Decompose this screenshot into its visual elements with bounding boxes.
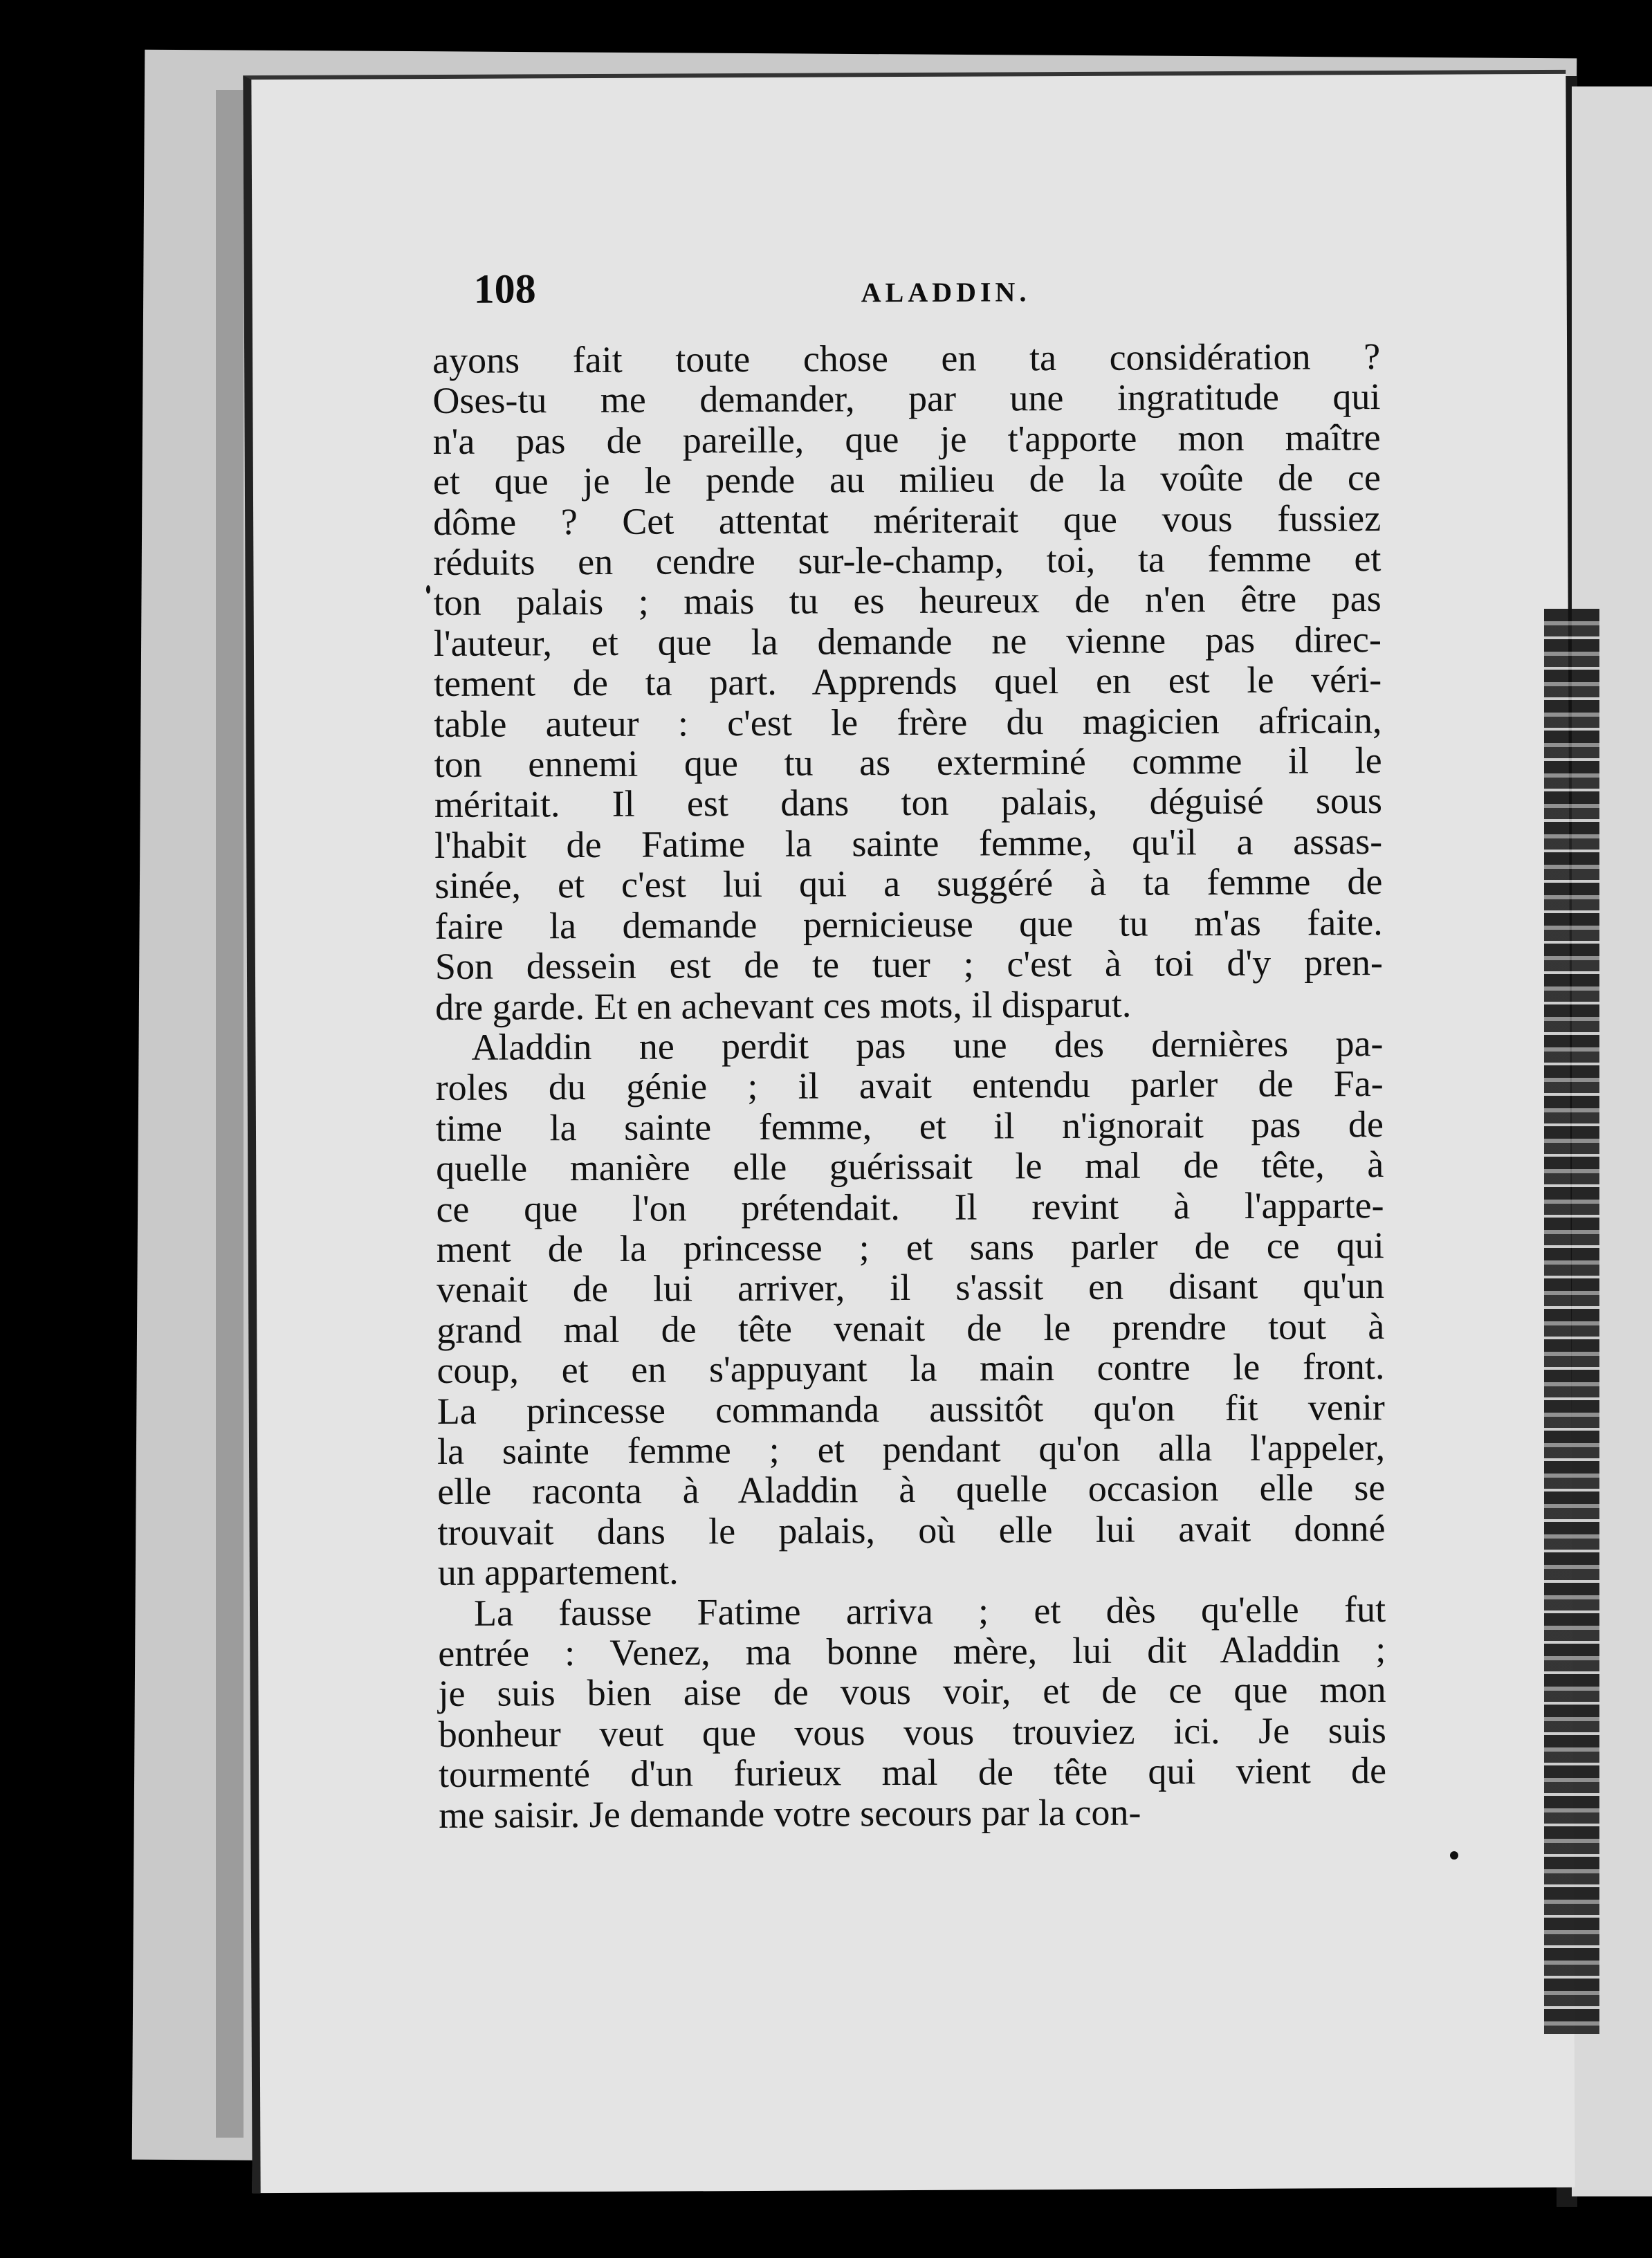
book-page — [243, 70, 1575, 2193]
text-line: table auteur : c'est le frère du magicien africain, — [434, 699, 1382, 745]
text-line: n'a pas de pareille, que je t'apporte mon maître — [432, 416, 1381, 462]
text-line: je suis bien aise de vous voir, et de ce que mon — [438, 1669, 1386, 1715]
text-line: bonheur veut que vous vous trouviez ici. Je suis — [438, 1709, 1386, 1755]
text-line: l'habit de Fatime la sainte femme, qu'il a assas- — [434, 820, 1383, 866]
text-line: roles du génie ; il avait entendu parler de Fa- — [435, 1063, 1384, 1109]
binding-shadow — [216, 90, 244, 2138]
text-line: faire la demande pernicieuse que tu m'as faite. — [434, 901, 1383, 947]
text-line: grand mal de tête venait de le prendre tout à — [437, 1305, 1385, 1351]
paragraph — [432, 336, 1383, 1027]
text-line: sinée, et c'est lui qui a suggéré à ta femme de — [434, 861, 1383, 907]
text-line: tourmenté d'un furieux mal de tête qui vient de — [438, 1750, 1387, 1796]
text-line: l'auteur, et que la demande ne vienne pas direc- — [433, 618, 1382, 664]
text-line: venait de lui arriver, il s'assit en disant qu'un — [436, 1265, 1385, 1311]
text-line: réduits en cendre sur-le-champ, toi, ta femme et — [433, 538, 1382, 584]
text-line: ton palais ; mais tu es heureux de n'en être pas — [433, 578, 1382, 624]
text-line: entrée : Venez, ma bonne mère, lui dit Aladdin ; — [438, 1628, 1386, 1674]
text-line: trouvait dans le palais, où elle lui avait donné — [437, 1507, 1386, 1553]
page-header — [474, 261, 1442, 335]
scan-speck — [1450, 1851, 1458, 1860]
text-line: coup, et en s'appuyant la main contre le front. — [437, 1346, 1385, 1392]
page-number: 108 — [473, 266, 536, 312]
text-line: dôme ? Cet attentat mériterait que vous fussiez — [433, 497, 1382, 543]
text-line: me saisir. Je demande votre secours par la con- — [439, 1791, 1141, 1836]
text-line: dre garde. Et en achevant ces mots, il disparut. — [435, 983, 1132, 1028]
text-line: elle raconta à Aladdin à quelle occasion elle se — [437, 1467, 1386, 1513]
text-line: La fausse Fatime arriva ; et dès qu'elle fut — [473, 1588, 1386, 1634]
text-line: ton ennemi que tu as exterminé comme il le — [434, 740, 1382, 786]
text-line: ment de la princesse ; et sans parler de ce qui — [436, 1224, 1384, 1270]
paragraph — [435, 1023, 1386, 1593]
scan-speck — [426, 585, 430, 594]
text-line: La princesse commanda aussitôt qu'on fit venir — [437, 1386, 1385, 1432]
torn-page-edge — [1544, 609, 1599, 2034]
text-line: Son dessein est de te tuer ; c'est à toi d'y pren- — [434, 942, 1384, 988]
text-line: tement de ta part. Apprends quel en est le véri- — [434, 659, 1382, 705]
text-line: la sainte femme ; et pendant qu'on alla l'appeler, — [437, 1426, 1386, 1472]
paragraph — [438, 1589, 1387, 1835]
text-line: Aladdin ne perdit pas une des dernières pa- — [471, 1022, 1384, 1068]
body-text — [432, 336, 1386, 1835]
text-line: time la sainte femme, et il n'ignorait pas de — [435, 1103, 1384, 1149]
text-line: et que je le pende au milieu de la voûte de ce — [432, 457, 1382, 503]
text-line: quelle manière elle guérissait le mal de tête, à — [436, 1144, 1384, 1190]
text-line: méritait. Il est dans ton palais, déguisé sous — [434, 780, 1383, 826]
text-line: ayons fait toute chose en ta considération ? — [432, 336, 1381, 381]
text-line: un appartement. — [437, 1550, 679, 1594]
text-line: Oses-tu me demander, par une ingratitude qui — [432, 376, 1381, 422]
running-head: ALADDIN. — [861, 276, 1031, 309]
text-line: ce que l'on prétendait. Il revint à l'apparte- — [436, 1184, 1384, 1230]
